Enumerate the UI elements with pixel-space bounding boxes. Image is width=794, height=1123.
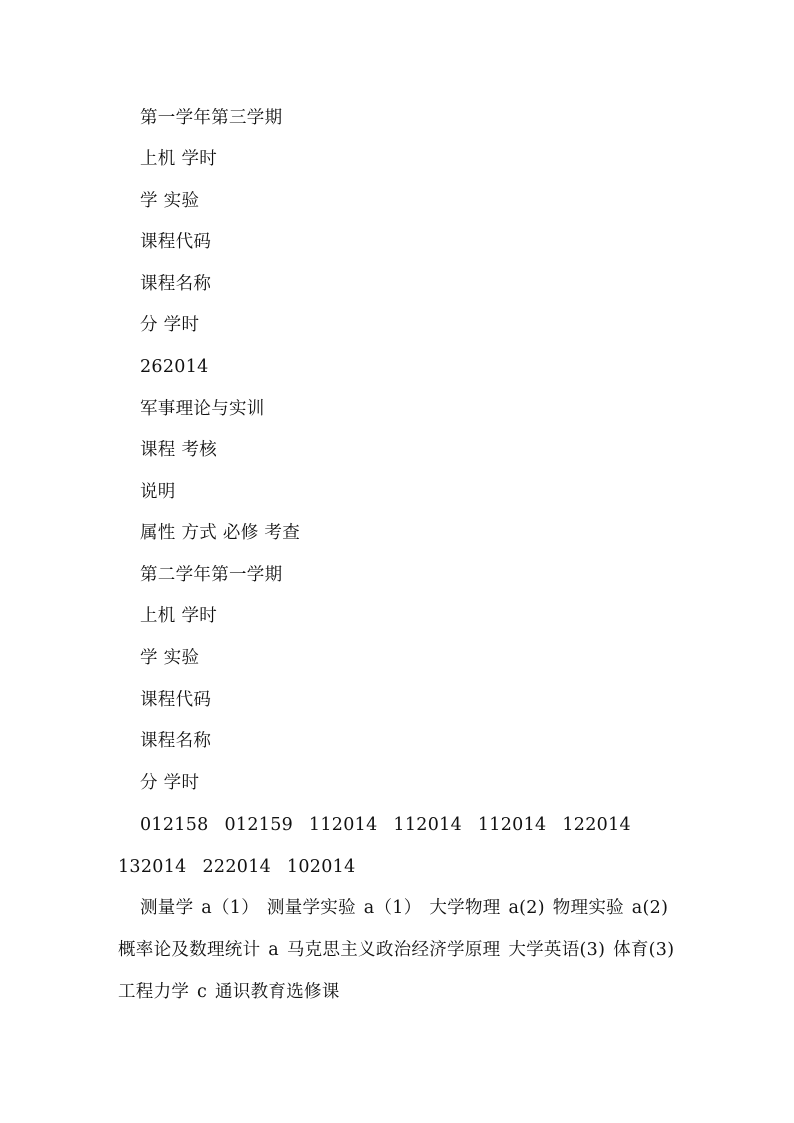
text-line-semester-1-3: 第一学年第三学期: [140, 108, 283, 128]
text-line-computer-hours-2: 上机 学时: [140, 606, 218, 626]
text-line-course-name: 课程名称: [140, 274, 212, 294]
text-line-credit-lab: 学 实验: [140, 191, 200, 211]
text-line-credit-hours-2: 分 学时: [140, 773, 200, 793]
text-line-semester-2-1: 第二学年第一学期: [140, 565, 283, 585]
text-line-remarks: 说明: [140, 482, 176, 502]
text-line-course-code: 课程代码: [140, 232, 212, 252]
text-line-course-assessment: 课程 考核: [140, 440, 218, 460]
text-line-course-name-2: 课程名称: [140, 731, 212, 751]
text-line-military-course: 军事理论与实训: [140, 399, 265, 419]
text-line-attribute-method: 属性 方式 必修 考查: [140, 523, 300, 543]
text-line-computer-hours: 上机 学时: [140, 149, 218, 169]
text-line-code-262014: 262014: [140, 357, 209, 377]
text-line-credit-lab-2: 学 实验: [140, 648, 200, 668]
course-codes-paragraph: 012158 012159 112014 112014 112014 122014 132014 222014 102014: [118, 815, 631, 877]
text-line-credit-hours: 分 学时: [140, 315, 200, 335]
course-names-paragraph: 测量学 a（1） 测量学实验 a（1） 大学物理 a(2) 物理实验 a(2) 概率论及数理统计 a 马克思主义政治经济学原理 大学英语(3) 体育(3) 工程力学 c 通识教育选修课: [118, 898, 675, 1002]
text-line-course-code-2: 课程代码: [140, 690, 212, 710]
